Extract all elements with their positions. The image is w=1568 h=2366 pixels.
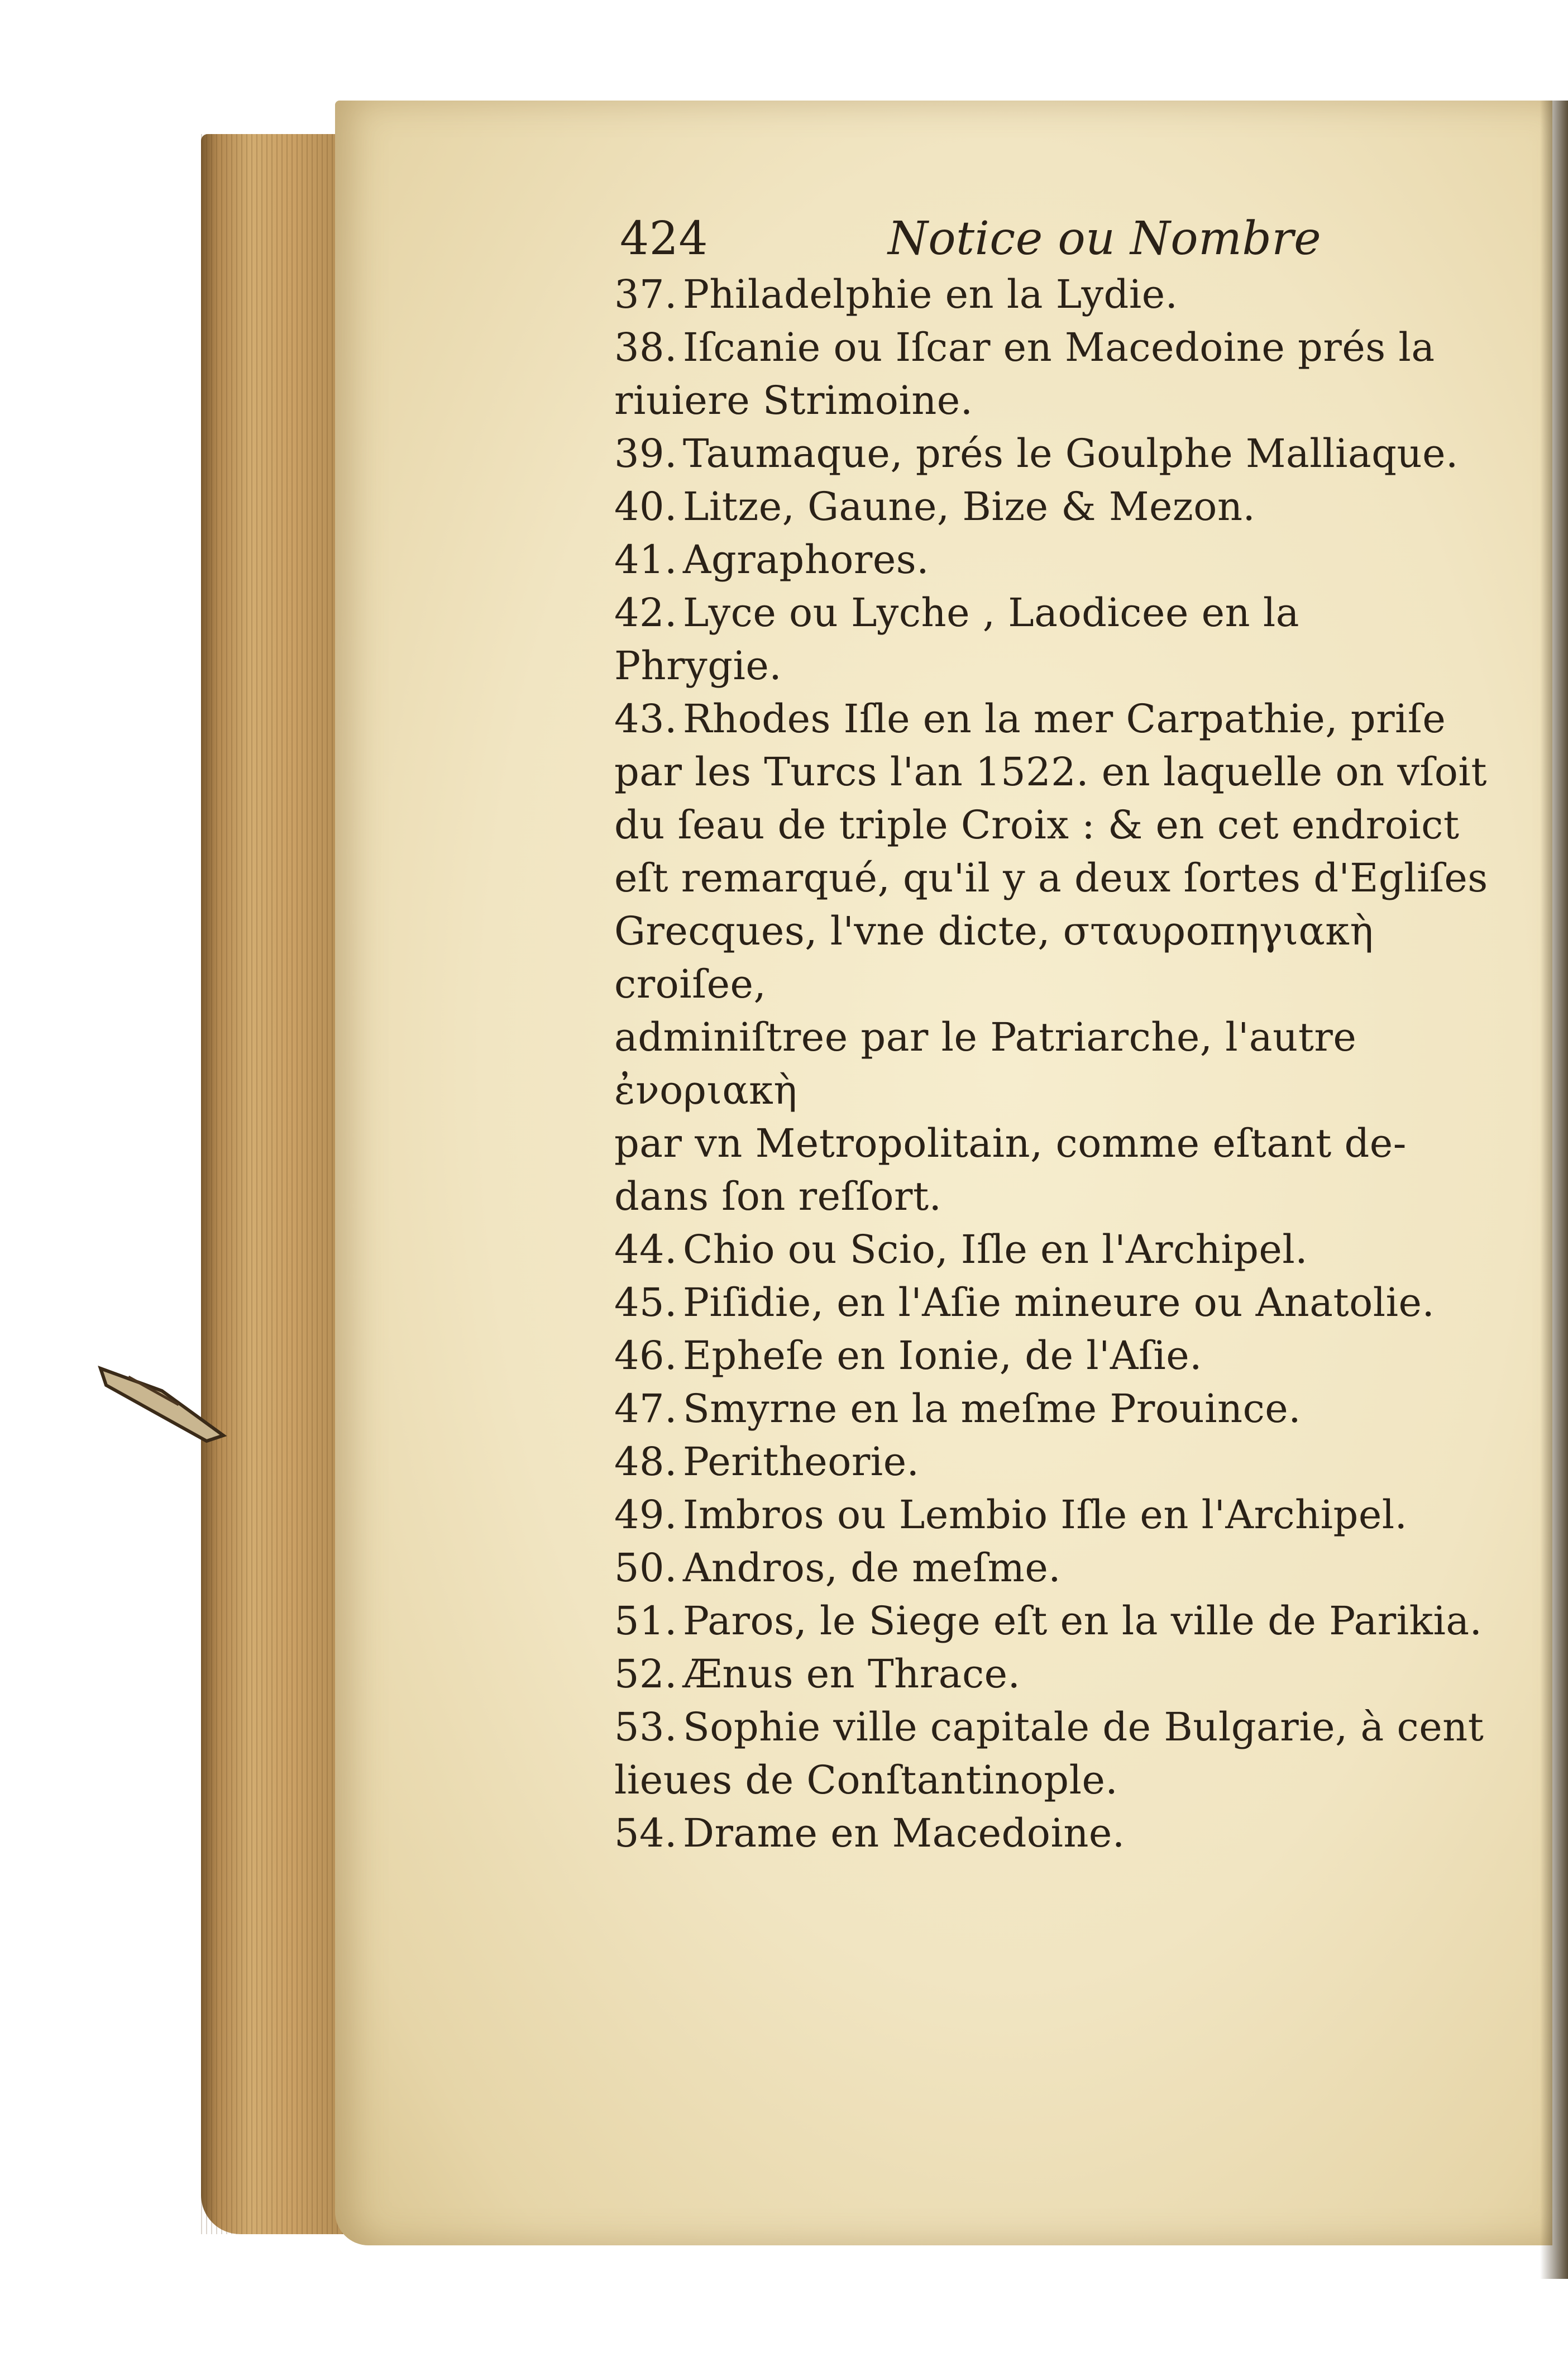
- entry-text: riuiere Strimoine.: [614, 378, 973, 423]
- entry-number: 45.: [614, 1280, 677, 1325]
- page-text: [614, 201, 1530, 1966]
- entry-text: Iſcanie ou Iſcar en Macedoine prés la: [682, 325, 1435, 370]
- entry-text: adminiſtree par le Patriarche, l'autre ἐνοριακὴ: [614, 1014, 1357, 1113]
- entry-text: Agraphores.: [682, 537, 929, 583]
- entry-line: [614, 1011, 1530, 1117]
- entry-text: eſt remarqué, qu'il y a deux ſortes d'Egliſes: [614, 855, 1488, 901]
- entry-number: 48.: [614, 1439, 677, 1485]
- entry-text: Andros, de meſme.: [682, 1545, 1062, 1591]
- entry-number: 40.: [614, 484, 677, 530]
- entry-line: [614, 746, 1530, 799]
- entry-line: [614, 1382, 1530, 1435]
- list-item: [614, 1435, 1530, 1489]
- entry-line: [614, 1117, 1530, 1170]
- entry-line: [614, 799, 1530, 852]
- entry-number: 52.: [614, 1651, 677, 1697]
- entry-line: [614, 905, 1530, 1011]
- entry-line: [614, 1807, 1530, 1860]
- list-item: [614, 1807, 1530, 1860]
- list-item: [614, 1329, 1530, 1382]
- entry-number: 37.: [614, 271, 677, 317]
- entry-line: [614, 1223, 1530, 1276]
- page-number: 424: [620, 212, 709, 265]
- entry-number: 51.: [614, 1598, 677, 1644]
- list-item: [614, 1223, 1530, 1276]
- entry-text: Epheſe en Ionie, de l'Aſie.: [682, 1333, 1202, 1378]
- entry-text: Ænus en Thrace.: [682, 1651, 1021, 1697]
- entry-text: Grecques, l'vne dicte, σταυροπηγιακὴ croiſee,: [614, 908, 1374, 1007]
- ribbon-shape: [101, 1368, 223, 1441]
- entry-line: [614, 852, 1530, 905]
- list-item: [614, 1701, 1530, 1807]
- entry-text: Sophie ville capitale de Bulgarie, à cent: [682, 1704, 1484, 1750]
- entry-number: 41.: [614, 537, 677, 583]
- entry-line: [614, 1595, 1530, 1648]
- entry-line: [614, 1276, 1530, 1329]
- entry-line: [614, 1754, 1530, 1807]
- gutter-shadow: [1540, 101, 1568, 2279]
- entry-text: Phrygie.: [614, 643, 782, 689]
- list-item: [614, 321, 1530, 427]
- entry-line: [614, 1701, 1530, 1754]
- entry-line: [614, 1489, 1530, 1542]
- entry-line: [614, 268, 1530, 321]
- entry-line: [614, 693, 1530, 746]
- entry-text: Paros, le Siege eſt en la ville de Parikia.: [682, 1598, 1483, 1644]
- entry-number: 50.: [614, 1545, 677, 1591]
- entry-text: par vn Metropolitain, comme eſtant de-: [614, 1120, 1407, 1166]
- list-item: [614, 1382, 1530, 1435]
- entry-text: Peritheorie.: [682, 1439, 920, 1485]
- list-item: [614, 1595, 1530, 1648]
- entry-text: Lyce ou Lyche , Laodicee en la: [682, 590, 1299, 636]
- entry-line: [614, 533, 1530, 586]
- entry-text: Piſidie, en l'Aſie mineure ou Anatolie.: [682, 1280, 1435, 1325]
- bookmark-ribbon-icon: [95, 1352, 229, 1447]
- list-item: [614, 1648, 1530, 1701]
- entry-line: [614, 586, 1530, 640]
- list-item: [614, 693, 1530, 1223]
- entry-text: du ſeau de triple Croix : & en cet endroict: [614, 802, 1460, 848]
- entry-text: Smyrne en la meſme Prouince.: [682, 1386, 1301, 1432]
- entry-line: [614, 640, 1530, 693]
- entry-text: Rhodes Iſle en la mer Carpathie, priſe: [682, 696, 1446, 742]
- list-item: [614, 1542, 1530, 1595]
- entry-line: [614, 1648, 1530, 1701]
- entry-text: par les Turcs l'an 1522. en laquelle on vſoit: [614, 749, 1487, 795]
- running-title: Notice ou Nombre: [888, 212, 1322, 265]
- entry-text: Taumaque, prés le Goulphe Malliaque.: [682, 431, 1459, 476]
- list-item: [614, 427, 1530, 480]
- list-item: [614, 480, 1530, 533]
- entry-line: [614, 1435, 1530, 1489]
- entry-line: [614, 427, 1530, 480]
- entry-line: [614, 1329, 1530, 1382]
- list-item: [614, 268, 1530, 321]
- entry-number: 49.: [614, 1492, 677, 1538]
- entry-text: Philadelphie en la Lydie.: [682, 271, 1178, 317]
- running-head: [614, 201, 1530, 268]
- entry-text: Chio ou Scio, Iſle en l'Archipel.: [682, 1227, 1308, 1272]
- entry-number: 46.: [614, 1333, 677, 1378]
- entry-text: Litze, Gaune, Bize & Mezon.: [682, 484, 1256, 530]
- entry-text: Imbros ou Lembio Iſle en l'Archipel.: [682, 1492, 1408, 1538]
- entry-number: 42.: [614, 590, 677, 636]
- entry-number: 38.: [614, 325, 677, 370]
- entry-line: [614, 1170, 1530, 1223]
- entry-number: 54.: [614, 1810, 677, 1856]
- entry-text: lieues de Conſtantinople.: [614, 1757, 1118, 1803]
- entry-list: [614, 268, 1530, 1860]
- entry-number: 47.: [614, 1386, 677, 1432]
- entry-line: [614, 321, 1530, 374]
- entry-line: [614, 374, 1530, 427]
- list-item: [614, 586, 1530, 693]
- entry-text: Drame en Macedoine.: [682, 1810, 1125, 1856]
- entry-number: 43.: [614, 696, 677, 742]
- list-item: [614, 1489, 1530, 1542]
- list-item: [614, 1276, 1530, 1329]
- entry-number: 53.: [614, 1704, 677, 1750]
- entry-number: 39.: [614, 431, 677, 476]
- entry-number: 44.: [614, 1227, 677, 1272]
- entry-line: [614, 480, 1530, 533]
- list-item: [614, 533, 1530, 586]
- entry-line: [614, 1542, 1530, 1595]
- entry-text: dans ſon reſſort.: [614, 1174, 942, 1219]
